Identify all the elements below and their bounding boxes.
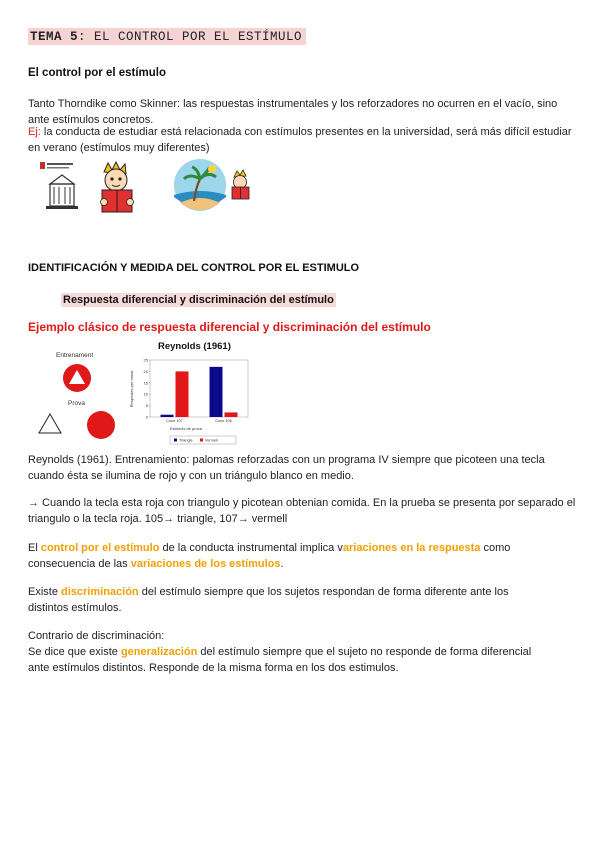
paragraph-thorndike: Tanto Thorndike como Skinner: las respuestas instrumentales y los reforzadores no ocurren en el vacío, sino ante estímulos concretos. bbox=[28, 98, 558, 126]
legend-swatch-triangle bbox=[174, 439, 177, 442]
bar-vermell-0 bbox=[176, 371, 189, 417]
text-span: Existe bbox=[28, 586, 62, 598]
term-control-estimulo: control por el estímulo bbox=[40, 542, 160, 554]
x-axis-label: Estímuls de prova bbox=[169, 426, 203, 431]
legend-swatch-vermell bbox=[200, 439, 203, 442]
plot-area bbox=[150, 360, 248, 417]
y-tick-label: 10 bbox=[143, 391, 148, 397]
legend-label-triangle: Triangle bbox=[179, 438, 193, 443]
paragraph-reynolds: Reynolds (1961). Entrenamiento: palomas reforzadas con un programa IV siempre que picoteen una tecla cuando ésta se ilumina de rojo y con un triángulo blanco en medio. bbox=[28, 454, 545, 482]
page-title bbox=[28, 28, 306, 45]
legend-label-vermell: Vermell bbox=[205, 438, 218, 443]
bar-vermell-1 bbox=[225, 412, 238, 417]
y-tick-label: 25 bbox=[143, 357, 148, 363]
bar-triangle-1 bbox=[210, 367, 223, 417]
x-tick-label: Color 105 bbox=[215, 419, 232, 423]
text-span: . bbox=[280, 558, 284, 570]
example-label: Ej: bbox=[28, 126, 41, 138]
text-span: El bbox=[28, 542, 41, 554]
paragraph-example bbox=[28, 124, 573, 156]
section-heading-identification: IDENTIFICACIÓN Y MEDIDA DEL CONTROL POR EL ESTIMULO bbox=[28, 262, 360, 274]
reynolds-bar-chart bbox=[124, 356, 252, 448]
entrenament-label: Entrenament bbox=[56, 352, 94, 359]
x-tick-label: Color 107 bbox=[166, 419, 183, 423]
prova-label: Prova bbox=[68, 400, 85, 407]
term-generalizacion: generalización bbox=[120, 646, 198, 658]
bar-triangle-0 bbox=[161, 415, 174, 417]
chart-title: Reynolds (1961) bbox=[158, 341, 231, 352]
subheading-box bbox=[61, 290, 336, 308]
text-span: de la conducta instrumental implica v bbox=[159, 542, 343, 554]
summer-beach-illustration bbox=[172, 157, 258, 215]
subheading-discrimination: Respuesta diferencial y discriminación del estímulo bbox=[63, 294, 334, 306]
test-stimulus-red-key bbox=[86, 410, 116, 440]
text-span: Se dice que existe bbox=[28, 646, 121, 658]
paragraph-discrimination bbox=[28, 584, 548, 616]
paragraph-control-definition bbox=[28, 540, 548, 572]
y-tick-label: 0 bbox=[145, 414, 148, 420]
text-span: del estímulo siempre que el sujeto no responde de forma diferencial ante estímulos distintos. Responde de la misma forma en los dos estimulos. bbox=[28, 646, 532, 674]
paragraph-procedure: → Cuando la tecla esta roja con triangulo y picotean obtenian comida. En la prueba se presenta por separado el triangulo o la tecla roja. 105→ triangle, 107→ vermell bbox=[28, 497, 576, 525]
heading-contrario: Contrario de discriminación: bbox=[28, 630, 165, 642]
y-tick-label: 20 bbox=[143, 368, 148, 374]
example-heading: Ejemplo clásico de respuesta diferencial y discriminación del estímulo bbox=[28, 320, 431, 334]
y-tick-label: 5 bbox=[145, 403, 148, 409]
test-stimulus-triangle bbox=[37, 412, 63, 436]
paragraph-generalization bbox=[28, 644, 548, 676]
title-prefix: TEMA 5 bbox=[30, 30, 79, 44]
title-rest: : EL CONTROL POR EL ESTÍMULO bbox=[78, 30, 303, 44]
term-discriminacion: discriminación bbox=[61, 586, 139, 598]
university-study-illustration bbox=[32, 160, 162, 216]
section-heading-control: El control por el estímulo bbox=[28, 67, 167, 79]
y-axis-label: Respostes per minut bbox=[129, 370, 134, 408]
term-variaciones-estimulos: variaciones de los estímulos bbox=[130, 558, 281, 570]
y-tick-label: 15 bbox=[143, 380, 148, 386]
term-variaciones-respuesta: ariaciones en la respuesta bbox=[342, 542, 481, 554]
text-span: del estímulo siempre que los sujetos respondan de forma diferente ante los distintos estímulos. bbox=[28, 586, 509, 614]
example-text: la conducta de estudiar está relacionada con estímulos presentes en la universidad, será más difícil estudiar en verano (estímulos muy diferentes) bbox=[28, 126, 572, 154]
training-stimulus-red-key-triangle bbox=[62, 363, 92, 393]
text-span: como consecuencia de las bbox=[28, 542, 511, 570]
